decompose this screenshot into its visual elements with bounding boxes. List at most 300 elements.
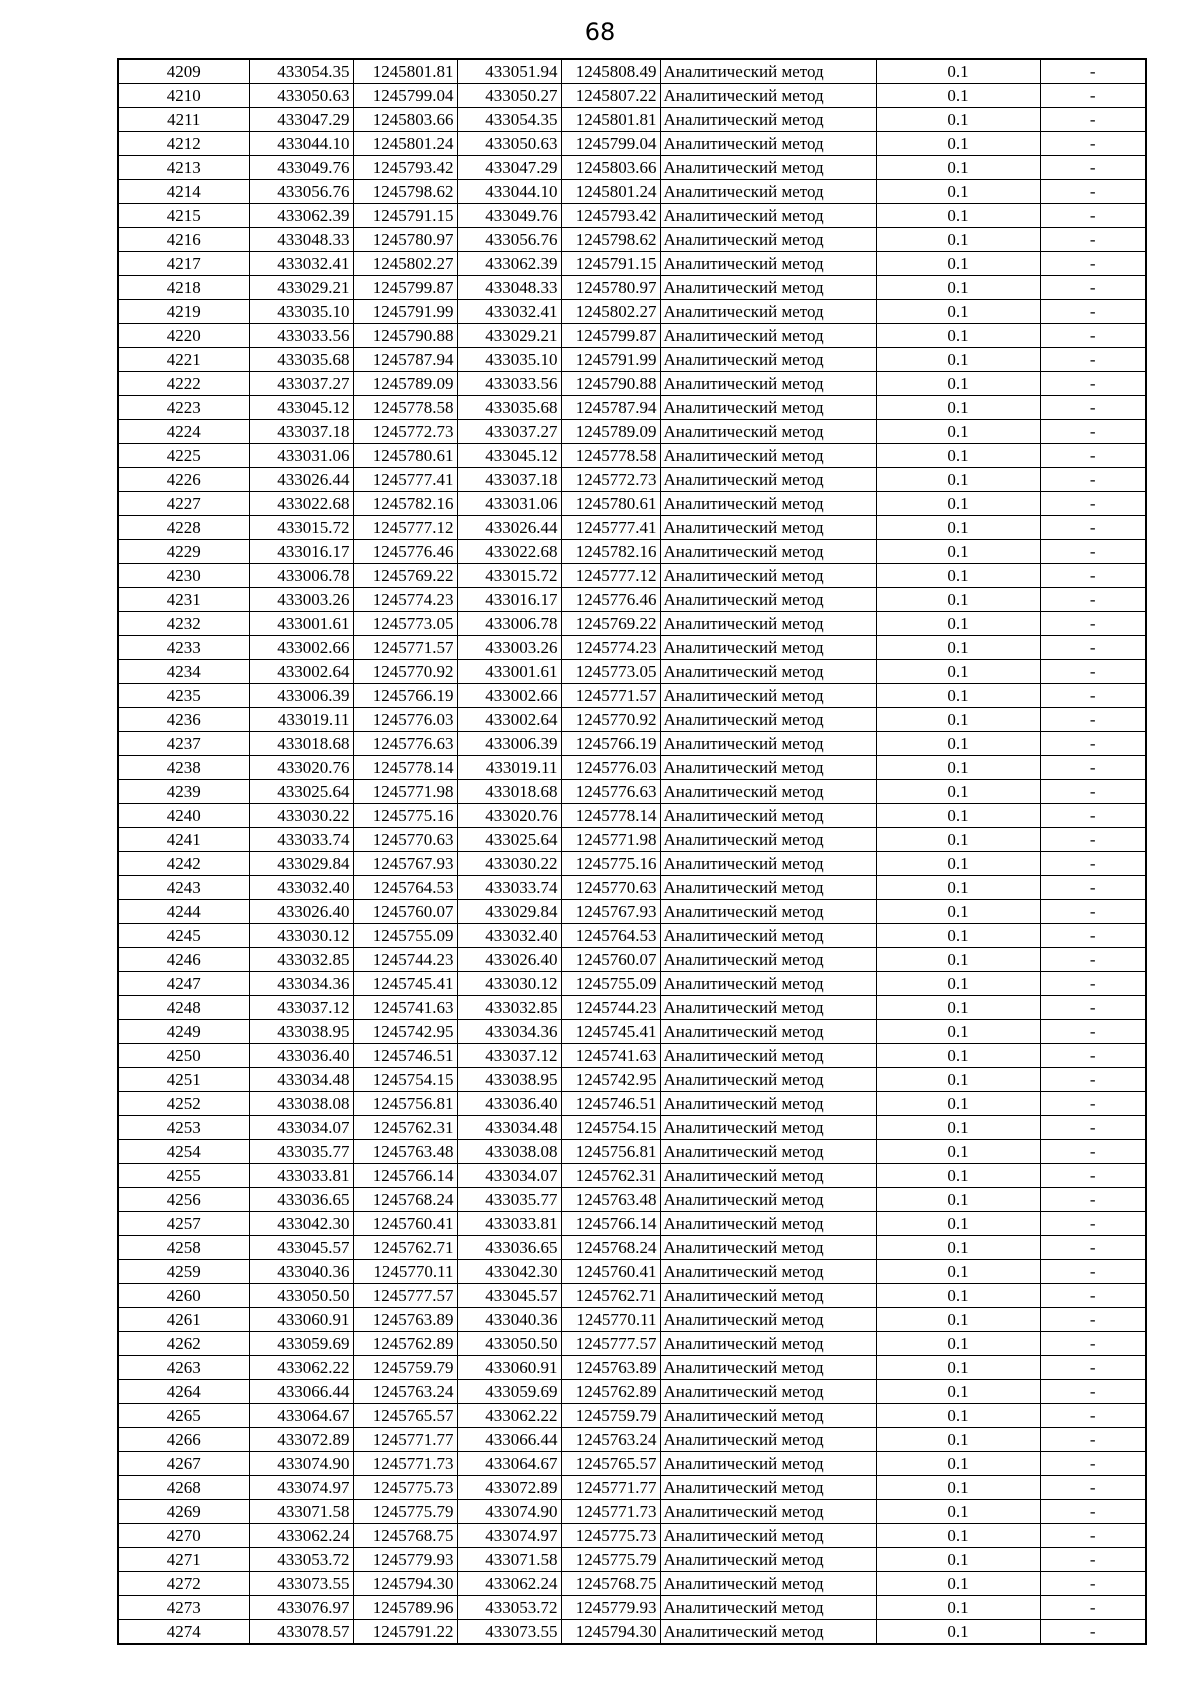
accuracy-cell: 0.1 — [876, 1524, 1040, 1548]
method-cell: Аналитический метод — [660, 924, 876, 948]
method-cell: Аналитический метод — [660, 1236, 876, 1260]
coordinates-table — [117, 58, 1147, 1645]
table-row — [118, 876, 1146, 900]
x-end-cell: 433006.39 — [457, 732, 561, 756]
accuracy-cell: 0.1 — [876, 924, 1040, 948]
table-row — [118, 756, 1146, 780]
x-end-cell: 433002.66 — [457, 684, 561, 708]
y-start-cell: 1245776.63 — [353, 732, 457, 756]
x-end-cell: 433074.90 — [457, 1500, 561, 1524]
x-end-cell: 433056.76 — [457, 228, 561, 252]
y-end-cell: 1245765.57 — [561, 1452, 660, 1476]
x-end-cell: 433032.40 — [457, 924, 561, 948]
y-end-cell: 1245802.27 — [561, 300, 660, 324]
accuracy-cell: 0.1 — [876, 59, 1040, 84]
table-row — [118, 1476, 1146, 1500]
y-start-cell: 1245755.09 — [353, 924, 457, 948]
x-end-cell: 433062.39 — [457, 252, 561, 276]
method-cell: Аналитический метод — [660, 948, 876, 972]
x-end-cell: 433032.85 — [457, 996, 561, 1020]
table-row — [118, 59, 1146, 84]
y-start-cell: 1245782.16 — [353, 492, 457, 516]
y-end-cell: 1245777.41 — [561, 516, 660, 540]
x-end-cell: 433003.26 — [457, 636, 561, 660]
x-start-cell: 433002.64 — [249, 660, 353, 684]
method-cell: Аналитический метод — [660, 804, 876, 828]
y-end-cell: 1245778.14 — [561, 804, 660, 828]
point-number-cell: 4217 — [118, 252, 249, 276]
x-end-cell: 433060.91 — [457, 1356, 561, 1380]
x-end-cell: 433030.22 — [457, 852, 561, 876]
table-row — [118, 1380, 1146, 1404]
x-start-cell: 433026.40 — [249, 900, 353, 924]
y-end-cell: 1245799.04 — [561, 132, 660, 156]
point-number-cell: 4273 — [118, 1596, 249, 1620]
x-end-cell: 433048.33 — [457, 276, 561, 300]
y-end-cell: 1245778.58 — [561, 444, 660, 468]
point-number-cell: 4262 — [118, 1332, 249, 1356]
table-row — [118, 252, 1146, 276]
method-cell: Аналитический метод — [660, 180, 876, 204]
x-end-cell: 433015.72 — [457, 564, 561, 588]
x-end-cell: 433026.44 — [457, 516, 561, 540]
accuracy-cell: 0.1 — [876, 1092, 1040, 1116]
x-start-cell: 433062.24 — [249, 1524, 353, 1548]
point-number-cell: 4272 — [118, 1572, 249, 1596]
extra-cell: - — [1040, 1044, 1146, 1068]
point-number-cell: 4271 — [118, 1548, 249, 1572]
x-start-cell: 433073.55 — [249, 1572, 353, 1596]
x-end-cell: 433036.40 — [457, 1092, 561, 1116]
point-number-cell: 4240 — [118, 804, 249, 828]
y-end-cell: 1245782.16 — [561, 540, 660, 564]
y-start-cell: 1245777.12 — [353, 516, 457, 540]
x-end-cell: 433053.72 — [457, 1596, 561, 1620]
accuracy-cell: 0.1 — [876, 1596, 1040, 1620]
x-end-cell: 433047.29 — [457, 156, 561, 180]
point-number-cell: 4267 — [118, 1452, 249, 1476]
y-end-cell: 1245755.09 — [561, 972, 660, 996]
extra-cell: - — [1040, 1116, 1146, 1140]
method-cell: Аналитический метод — [660, 732, 876, 756]
x-start-cell: 433022.68 — [249, 492, 353, 516]
table-row — [118, 660, 1146, 684]
y-start-cell: 1245741.63 — [353, 996, 457, 1020]
method-cell: Аналитический метод — [660, 59, 876, 84]
x-end-cell: 433051.94 — [457, 59, 561, 84]
method-cell: Аналитический метод — [660, 492, 876, 516]
accuracy-cell: 0.1 — [876, 324, 1040, 348]
accuracy-cell: 0.1 — [876, 564, 1040, 588]
table-row — [118, 1596, 1146, 1620]
extra-cell: - — [1040, 1548, 1146, 1572]
y-start-cell: 1245771.98 — [353, 780, 457, 804]
y-end-cell: 1245775.16 — [561, 852, 660, 876]
table-row — [118, 1572, 1146, 1596]
y-start-cell: 1245789.09 — [353, 372, 457, 396]
method-cell: Аналитический метод — [660, 1500, 876, 1524]
y-start-cell: 1245794.30 — [353, 1572, 457, 1596]
extra-cell: - — [1040, 516, 1146, 540]
method-cell: Аналитический метод — [660, 156, 876, 180]
y-start-cell: 1245775.16 — [353, 804, 457, 828]
extra-cell: - — [1040, 876, 1146, 900]
accuracy-cell: 0.1 — [876, 1452, 1040, 1476]
table-row — [118, 1356, 1146, 1380]
x-end-cell: 433030.12 — [457, 972, 561, 996]
table-row — [118, 84, 1146, 108]
y-end-cell: 1245762.31 — [561, 1164, 660, 1188]
method-cell: Аналитический метод — [660, 708, 876, 732]
x-start-cell: 433045.57 — [249, 1236, 353, 1260]
accuracy-cell: 0.1 — [876, 540, 1040, 564]
extra-cell: - — [1040, 804, 1146, 828]
extra-cell: - — [1040, 1188, 1146, 1212]
y-end-cell: 1245744.23 — [561, 996, 660, 1020]
extra-cell: - — [1040, 300, 1146, 324]
point-number-cell: 4228 — [118, 516, 249, 540]
point-number-cell: 4224 — [118, 420, 249, 444]
y-end-cell: 1245798.62 — [561, 228, 660, 252]
x-start-cell: 433034.48 — [249, 1068, 353, 1092]
point-number-cell: 4215 — [118, 204, 249, 228]
table-row — [118, 1212, 1146, 1236]
y-start-cell: 1245771.57 — [353, 636, 457, 660]
accuracy-cell: 0.1 — [876, 1476, 1040, 1500]
x-start-cell: 433072.89 — [249, 1428, 353, 1452]
y-end-cell: 1245766.19 — [561, 732, 660, 756]
x-end-cell: 433050.50 — [457, 1332, 561, 1356]
y-start-cell: 1245777.57 — [353, 1284, 457, 1308]
extra-cell: - — [1040, 420, 1146, 444]
point-number-cell: 4270 — [118, 1524, 249, 1548]
extra-cell: - — [1040, 924, 1146, 948]
method-cell: Аналитический метод — [660, 1188, 876, 1212]
y-end-cell: 1245789.09 — [561, 420, 660, 444]
table-row — [118, 1116, 1146, 1140]
extra-cell: - — [1040, 828, 1146, 852]
point-number-cell: 4243 — [118, 876, 249, 900]
point-number-cell: 4236 — [118, 708, 249, 732]
table-row — [118, 1308, 1146, 1332]
point-number-cell: 4218 — [118, 276, 249, 300]
extra-cell: - — [1040, 540, 1146, 564]
table-row — [118, 492, 1146, 516]
accuracy-cell: 0.1 — [876, 1212, 1040, 1236]
point-number-cell: 4266 — [118, 1428, 249, 1452]
accuracy-cell: 0.1 — [876, 468, 1040, 492]
y-end-cell: 1245777.57 — [561, 1332, 660, 1356]
method-cell: Аналитический метод — [660, 1212, 876, 1236]
y-start-cell: 1245803.66 — [353, 108, 457, 132]
point-number-cell: 4260 — [118, 1284, 249, 1308]
point-number-cell: 4247 — [118, 972, 249, 996]
point-number-cell: 4216 — [118, 228, 249, 252]
x-end-cell: 433074.97 — [457, 1524, 561, 1548]
method-cell: Аналитический метод — [660, 276, 876, 300]
y-start-cell: 1245760.41 — [353, 1212, 457, 1236]
accuracy-cell: 0.1 — [876, 516, 1040, 540]
x-start-cell: 433001.61 — [249, 612, 353, 636]
table-row — [118, 804, 1146, 828]
y-end-cell: 1245754.15 — [561, 1116, 660, 1140]
x-end-cell: 433073.55 — [457, 1620, 561, 1645]
y-start-cell: 1245760.07 — [353, 900, 457, 924]
point-number-cell: 4252 — [118, 1092, 249, 1116]
method-cell: Аналитический метод — [660, 900, 876, 924]
accuracy-cell: 0.1 — [876, 300, 1040, 324]
point-number-cell: 4222 — [118, 372, 249, 396]
extra-cell: - — [1040, 972, 1146, 996]
table-row — [118, 228, 1146, 252]
point-number-cell: 4274 — [118, 1620, 249, 1645]
accuracy-cell: 0.1 — [876, 996, 1040, 1020]
coordinates-table-body — [118, 59, 1146, 1644]
x-start-cell: 433071.58 — [249, 1500, 353, 1524]
extra-cell: - — [1040, 276, 1146, 300]
y-end-cell: 1245763.89 — [561, 1356, 660, 1380]
y-end-cell: 1245807.22 — [561, 84, 660, 108]
table-row — [118, 204, 1146, 228]
extra-cell: - — [1040, 1332, 1146, 1356]
table-row — [118, 564, 1146, 588]
x-start-cell: 433048.33 — [249, 228, 353, 252]
x-start-cell: 433036.40 — [249, 1044, 353, 1068]
y-end-cell: 1245776.46 — [561, 588, 660, 612]
point-number-cell: 4211 — [118, 108, 249, 132]
y-end-cell: 1245790.88 — [561, 372, 660, 396]
y-end-cell: 1245771.98 — [561, 828, 660, 852]
accuracy-cell: 0.1 — [876, 612, 1040, 636]
accuracy-cell: 0.1 — [876, 780, 1040, 804]
extra-cell: - — [1040, 780, 1146, 804]
y-start-cell: 1245765.57 — [353, 1404, 457, 1428]
y-start-cell: 1245801.24 — [353, 132, 457, 156]
extra-cell: - — [1040, 468, 1146, 492]
extra-cell: - — [1040, 252, 1146, 276]
method-cell: Аналитический метод — [660, 468, 876, 492]
y-start-cell: 1245770.92 — [353, 660, 457, 684]
accuracy-cell: 0.1 — [876, 204, 1040, 228]
method-cell: Аналитический метод — [660, 84, 876, 108]
x-end-cell: 433033.74 — [457, 876, 561, 900]
table-row — [118, 348, 1146, 372]
extra-cell: - — [1040, 1356, 1146, 1380]
y-end-cell: 1245760.07 — [561, 948, 660, 972]
extra-cell: - — [1040, 948, 1146, 972]
x-start-cell: 433066.44 — [249, 1380, 353, 1404]
y-start-cell: 1245780.97 — [353, 228, 457, 252]
y-end-cell: 1245768.75 — [561, 1572, 660, 1596]
x-start-cell: 433030.12 — [249, 924, 353, 948]
extra-cell: - — [1040, 1212, 1146, 1236]
y-end-cell: 1245770.92 — [561, 708, 660, 732]
x-end-cell: 433050.27 — [457, 84, 561, 108]
x-start-cell: 433040.36 — [249, 1260, 353, 1284]
x-start-cell: 433035.77 — [249, 1140, 353, 1164]
y-end-cell: 1245763.24 — [561, 1428, 660, 1452]
y-end-cell: 1245776.63 — [561, 780, 660, 804]
x-start-cell: 433053.72 — [249, 1548, 353, 1572]
x-start-cell: 433026.44 — [249, 468, 353, 492]
method-cell: Аналитический метод — [660, 348, 876, 372]
accuracy-cell: 0.1 — [876, 420, 1040, 444]
x-end-cell: 433029.84 — [457, 900, 561, 924]
extra-cell: - — [1040, 1284, 1146, 1308]
method-cell: Аналитический метод — [660, 372, 876, 396]
x-start-cell: 433006.78 — [249, 564, 353, 588]
point-number-cell: 4265 — [118, 1404, 249, 1428]
x-start-cell: 433037.12 — [249, 996, 353, 1020]
x-end-cell: 433018.68 — [457, 780, 561, 804]
accuracy-cell: 0.1 — [876, 132, 1040, 156]
extra-cell: - — [1040, 156, 1146, 180]
accuracy-cell: 0.1 — [876, 156, 1040, 180]
y-start-cell: 1245791.99 — [353, 300, 457, 324]
x-end-cell: 433042.30 — [457, 1260, 561, 1284]
x-start-cell: 433074.90 — [249, 1452, 353, 1476]
y-start-cell: 1245768.24 — [353, 1188, 457, 1212]
method-cell: Аналитический метод — [660, 396, 876, 420]
y-start-cell: 1245770.11 — [353, 1260, 457, 1284]
table-row — [118, 180, 1146, 204]
y-start-cell: 1245780.61 — [353, 444, 457, 468]
accuracy-cell: 0.1 — [876, 444, 1040, 468]
accuracy-cell: 0.1 — [876, 1620, 1040, 1645]
x-start-cell: 433031.06 — [249, 444, 353, 468]
table-row — [118, 1332, 1146, 1356]
extra-cell: - — [1040, 204, 1146, 228]
extra-cell: - — [1040, 1620, 1146, 1645]
extra-cell: - — [1040, 564, 1146, 588]
method-cell: Аналитический метод — [660, 444, 876, 468]
y-start-cell: 1245763.24 — [353, 1380, 457, 1404]
point-number-cell: 4269 — [118, 1500, 249, 1524]
table-row — [118, 972, 1146, 996]
point-number-cell: 4231 — [118, 588, 249, 612]
method-cell: Аналитический метод — [660, 876, 876, 900]
accuracy-cell: 0.1 — [876, 804, 1040, 828]
method-cell: Аналитический метод — [660, 132, 876, 156]
accuracy-cell: 0.1 — [876, 1500, 1040, 1524]
x-end-cell: 433045.12 — [457, 444, 561, 468]
y-start-cell: 1245767.93 — [353, 852, 457, 876]
accuracy-cell: 0.1 — [876, 852, 1040, 876]
point-number-cell: 4249 — [118, 1020, 249, 1044]
method-cell: Аналитический метод — [660, 252, 876, 276]
extra-cell: - — [1040, 1404, 1146, 1428]
x-end-cell: 433037.27 — [457, 420, 561, 444]
point-number-cell: 4264 — [118, 1380, 249, 1404]
extra-cell: - — [1040, 132, 1146, 156]
page-number: 68 — [584, 18, 616, 46]
accuracy-cell: 0.1 — [876, 492, 1040, 516]
extra-cell: - — [1040, 444, 1146, 468]
method-cell: Аналитический метод — [660, 756, 876, 780]
extra-cell: - — [1040, 996, 1146, 1020]
x-end-cell: 433066.44 — [457, 1428, 561, 1452]
point-number-cell: 4253 — [118, 1116, 249, 1140]
point-number-cell: 4244 — [118, 900, 249, 924]
x-start-cell: 433050.50 — [249, 1284, 353, 1308]
table-row — [118, 276, 1146, 300]
method-cell: Аналитический метод — [660, 636, 876, 660]
y-end-cell: 1245803.66 — [561, 156, 660, 180]
y-end-cell: 1245801.81 — [561, 108, 660, 132]
y-start-cell: 1245773.05 — [353, 612, 457, 636]
point-number-cell: 4214 — [118, 180, 249, 204]
x-start-cell: 433006.39 — [249, 684, 353, 708]
y-end-cell: 1245780.61 — [561, 492, 660, 516]
x-end-cell: 433049.76 — [457, 204, 561, 228]
accuracy-cell: 0.1 — [876, 828, 1040, 852]
extra-cell: - — [1040, 180, 1146, 204]
table-row — [118, 612, 1146, 636]
y-end-cell: 1245774.23 — [561, 636, 660, 660]
method-cell: Аналитический метод — [660, 972, 876, 996]
y-start-cell: 1245744.23 — [353, 948, 457, 972]
method-cell: Аналитический метод — [660, 1044, 876, 1068]
y-end-cell: 1245777.12 — [561, 564, 660, 588]
y-end-cell: 1245799.87 — [561, 324, 660, 348]
y-start-cell: 1245770.63 — [353, 828, 457, 852]
table-row — [118, 1140, 1146, 1164]
extra-cell: - — [1040, 852, 1146, 876]
x-end-cell: 433001.61 — [457, 660, 561, 684]
x-start-cell: 433036.65 — [249, 1188, 353, 1212]
table-row — [118, 708, 1146, 732]
y-start-cell: 1245766.19 — [353, 684, 457, 708]
extra-cell: - — [1040, 1164, 1146, 1188]
x-start-cell: 433015.72 — [249, 516, 353, 540]
x-end-cell: 433033.81 — [457, 1212, 561, 1236]
x-start-cell: 433033.56 — [249, 324, 353, 348]
y-start-cell: 1245775.73 — [353, 1476, 457, 1500]
extra-cell: - — [1040, 372, 1146, 396]
table-row — [118, 1044, 1146, 1068]
x-start-cell: 433062.39 — [249, 204, 353, 228]
y-start-cell: 1245756.81 — [353, 1092, 457, 1116]
method-cell: Аналитический метод — [660, 996, 876, 1020]
method-cell: Аналитический метод — [660, 516, 876, 540]
accuracy-cell: 0.1 — [876, 276, 1040, 300]
method-cell: Аналитический метод — [660, 660, 876, 684]
y-end-cell: 1245769.22 — [561, 612, 660, 636]
extra-cell: - — [1040, 1572, 1146, 1596]
accuracy-cell: 0.1 — [876, 1332, 1040, 1356]
y-end-cell: 1245764.53 — [561, 924, 660, 948]
x-end-cell: 433022.68 — [457, 540, 561, 564]
point-number-cell: 4230 — [118, 564, 249, 588]
y-start-cell: 1245801.81 — [353, 59, 457, 84]
accuracy-cell: 0.1 — [876, 660, 1040, 684]
x-start-cell: 433074.97 — [249, 1476, 353, 1500]
y-end-cell: 1245776.03 — [561, 756, 660, 780]
y-start-cell: 1245775.79 — [353, 1500, 457, 1524]
point-number-cell: 4229 — [118, 540, 249, 564]
table-row — [118, 828, 1146, 852]
x-start-cell: 433062.22 — [249, 1356, 353, 1380]
y-end-cell: 1245773.05 — [561, 660, 660, 684]
method-cell: Аналитический метод — [660, 1308, 876, 1332]
point-number-cell: 4254 — [118, 1140, 249, 1164]
accuracy-cell: 0.1 — [876, 876, 1040, 900]
extra-cell: - — [1040, 1596, 1146, 1620]
x-start-cell: 433044.10 — [249, 132, 353, 156]
table-row — [118, 900, 1146, 924]
accuracy-cell: 0.1 — [876, 372, 1040, 396]
table-row — [118, 1164, 1146, 1188]
